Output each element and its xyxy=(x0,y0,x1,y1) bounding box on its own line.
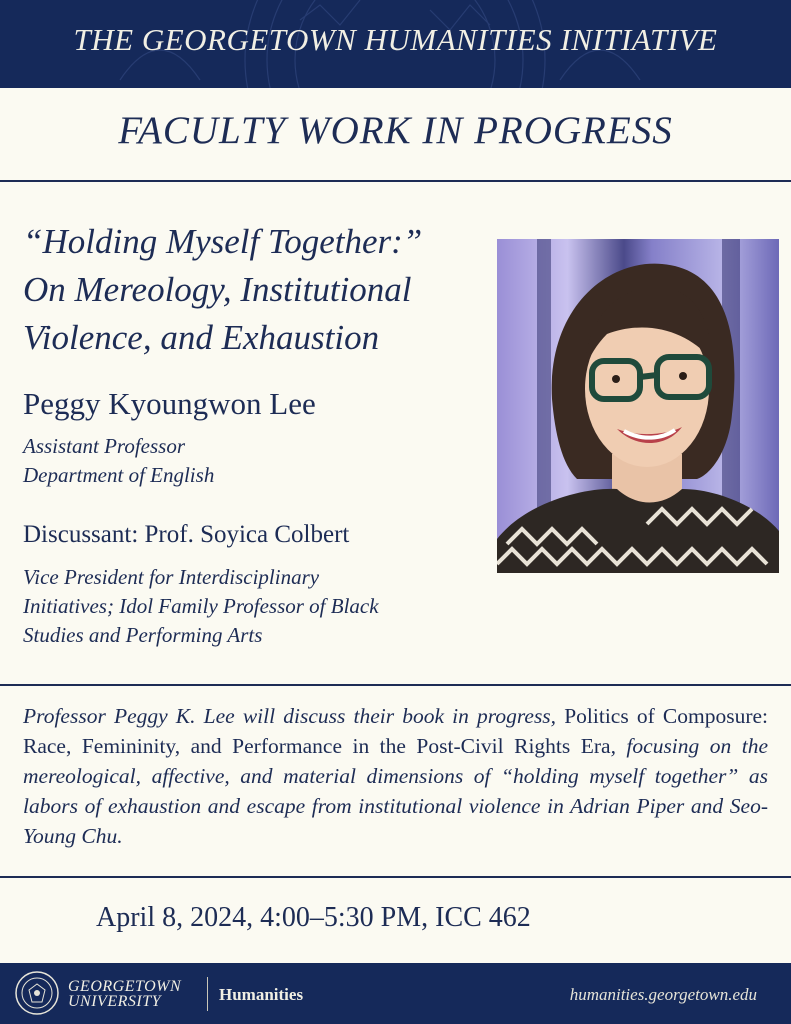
divider-top xyxy=(0,180,791,182)
divider-middle xyxy=(0,684,791,686)
talk-title-line: Violence, and Exhaustion xyxy=(23,318,380,357)
top-banner xyxy=(0,0,791,88)
speaker-role-line: Assistant Professor xyxy=(23,434,185,458)
discussant-role-line: Initiatives; Idol Family Professor of Black xyxy=(23,594,379,618)
speaker-portrait xyxy=(497,239,779,573)
book-title: Politics of Composure: Race, Femininity, and Performance in the Post-Civil Rights Era xyxy=(23,704,769,758)
speaker-role-line: Department of English xyxy=(23,463,215,487)
speaker-name: Peggy Kyoungwon Lee xyxy=(23,386,316,421)
department-name: Humanities xyxy=(219,985,304,1004)
portrait-illustration xyxy=(497,239,779,573)
divider-bottom xyxy=(0,876,791,878)
discussant-role-line: Vice President for Interdisciplinary xyxy=(23,565,320,589)
talk-title xyxy=(23,218,493,362)
talk-title-line: On Mereology, Institutional xyxy=(23,270,412,309)
description-intro: Professor Peggy K. Lee will discuss their book in progress, xyxy=(23,704,565,728)
discussant-role-line: Studies and Performing Arts xyxy=(23,623,263,647)
talk-description xyxy=(23,701,768,851)
footer-divider xyxy=(207,977,208,1011)
event-details: April 8, 2024, 4:00–5:30 PM, ICC 462 xyxy=(96,902,531,933)
discussant-role xyxy=(23,563,379,650)
university-seal-icon xyxy=(14,970,60,1016)
website-link[interactable]: humanities.georgetown.edu xyxy=(569,985,757,1004)
footer xyxy=(0,963,791,1024)
university-wordmark xyxy=(68,979,181,1009)
description-rest: , focusing on the mereological, affective, and material dimensions of “holding myself together” as labors of exhaustion and escape from institutional violence in Adrian Piper and Seo-Young Chu. xyxy=(23,734,769,848)
wordmark-line: UNIVERSITY xyxy=(68,993,161,1010)
discussant-name: Discussant: Prof. Soyica Colbert xyxy=(23,521,350,548)
talk-title-line: “Holding Myself Together:” xyxy=(23,222,423,261)
initiative-title: THE GEORGETOWN HUMANITIES INITIATIVE xyxy=(73,22,718,57)
speaker-role xyxy=(23,432,214,490)
wordmark-line: GEORGETOWN xyxy=(68,978,182,995)
series-title: FACULTY WORK IN PROGRESS xyxy=(118,109,673,152)
